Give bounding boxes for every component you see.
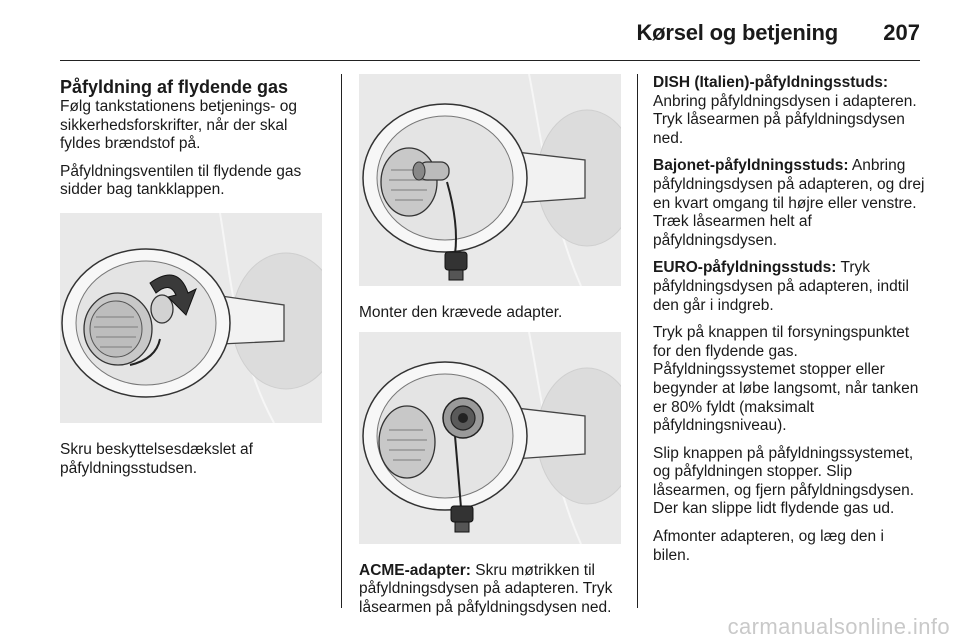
acme-label: ACME-adapter: [359,561,471,579]
column-1 [60,74,328,487]
figure-remove-cap [60,213,322,423]
column-divider [637,74,638,608]
bajonet-label: Bajonet-påfyldningsstuds: [653,157,849,175]
column-2 [359,74,625,626]
figure-adapter-fitted [359,74,621,286]
paragraph-remove-adapter: Afmonter adapteren, og læg den i bilen. [653,528,884,564]
paragraph-safety: Følg tankstationens betjenings- og sikkerhedsforskrifter, når der skal fyldes brændstof på. [60,98,297,153]
paragraph-euro [653,259,925,315]
caption-fit-adapter: Monter den krævede adapter. [359,304,563,321]
paragraph-dish [653,74,925,148]
paragraph-bajonet [653,157,925,250]
paragraph-acme [359,562,625,618]
header-rule [60,60,920,61]
euro-text: Tryk påfyldningsdysen på adapteren, indtil den går i indgreb. [653,259,909,314]
page-header [0,0,960,62]
caption-remove-cap: Skru beskyttelsesdækslet af påfyldningsstudsen. [60,440,253,477]
section-heading: Påfyldning af flydende gas [60,77,289,97]
watermark: carmanualsonline.info [727,614,950,639]
dish-text: Anbring påfyldningsdysen i adapteren. Tryk låsearmen på påfyldningsdysen ned. [653,92,917,147]
column-3 [653,74,925,574]
euro-label: EURO-påfyldningsstuds: [653,259,837,277]
header-title: Kørsel og betjening [636,20,838,45]
acme-text: Skru møtrikken til påfyldningsdysen på adapteren. Tryk låsearmen på påfyldningsdysen ned. [359,561,613,616]
paragraph-press-button: Tryk på knappen til forsyningspunktet for den flydende gas. Påfyldningssystemet stopper eller begynder at løbe langsomt, når tanken er 80% fyldt (maksimalt påfyldningsniveau). [653,324,919,435]
column-divider [341,74,342,608]
page-number: 207 [883,20,920,45]
paragraph-valve-location: Påfyldningsventilen til flydende gas sidder bag tankklappen. [60,162,302,199]
dish-label: DISH (Italien)-påfyldningsstuds: [653,74,889,91]
figure-acme-adapter [359,332,621,544]
paragraph-release-button: Slip knappen på påfyldningssystemet, og påfyldningen stopper. Slip låsearmen, og fjern påfyldningsdysen. Der kan slippe lidt flydende gas ud. [653,444,915,518]
bajonet-text: Anbring påfyldningsdysen på adapteren, og drej en kvart omgang til højre eller venstre. Træk låsearmen helt af påfyldningsdysen. [653,157,925,249]
